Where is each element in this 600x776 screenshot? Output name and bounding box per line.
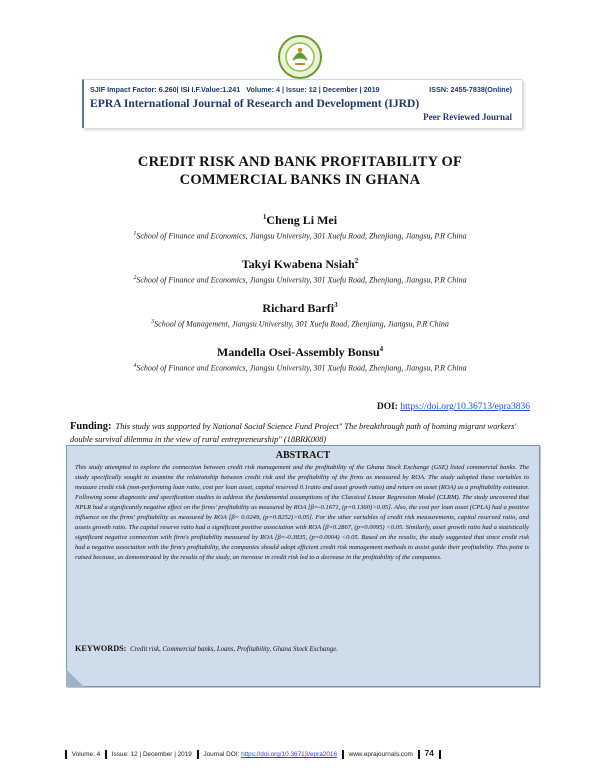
author-2-sup: 2 [354, 257, 359, 265]
keywords-text: Credit risk, Commercial banks, Loans, Profitability, Ghana Stock Exchange. [130, 646, 338, 653]
footer-doi-label: Journal DOI: [203, 751, 240, 758]
issn: ISSN: 2455-7838(Online) [429, 85, 512, 94]
affiliation-2-text: School of Finance and Economics, Jiangsu University, 301 Xuefu Road, Zhenjiang, Jiangsu, P.R China [136, 275, 467, 285]
impact-factor: SJIF Impact Factor: 6.260| ISI I.F.Value:1.241 [90, 85, 241, 94]
footer-divider [65, 750, 67, 759]
affiliation-1-sup: 1 [133, 231, 137, 237]
author-3-name: Richard Barfi [262, 301, 335, 315]
journal-logo-icon [277, 34, 323, 80]
affiliation-4-sup: 4 [133, 363, 137, 369]
affiliation-2-sup: 2 [133, 275, 137, 281]
footer-issue: Issue: 12 [111, 751, 138, 758]
footer-date: December | 2019 [142, 751, 192, 758]
keywords-label: KEYWORDS: [75, 644, 127, 653]
footer-divider [197, 750, 199, 759]
footer-separator: | [139, 751, 142, 758]
keywords [75, 644, 529, 653]
author-3-sup: 3 [334, 301, 338, 309]
doi-link[interactable]: https://doi.org/10.36713/epra3836 [400, 402, 530, 412]
author-4-name: Mandella Osei-Assembly Bonsu [216, 345, 380, 359]
volume-issue: Volume: 4 | Issue: 12 | December | 2019 [246, 85, 380, 94]
affiliation-1-text: School of Finance and Economics, Jiangsu University, 301 Xuefu Road, Zhenjiang, Jiangsu, P.R China [136, 231, 467, 241]
affiliation-4-text: School of Finance and Economics, Jiangsu University, 301 Xuefu Road, Zhenjiang, Jiangsu, P.R China [136, 363, 467, 373]
paper-title [60, 153, 540, 189]
title-line-2: COMMERCIAL BANKS IN GHANA [179, 172, 421, 188]
author-1 [0, 213, 600, 228]
affiliation-4 [0, 363, 600, 373]
funding-note [70, 420, 532, 446]
affiliation-1 [0, 231, 600, 241]
footer-doi-link[interactable]: https://doi.org/10.36713/epra2016 [241, 751, 338, 758]
author-3 [0, 301, 600, 316]
author-2 [0, 257, 600, 272]
page-footer [62, 748, 538, 760]
affiliation-3-text: School of Management, Jiangsu University, 301 Xuefu Road, Zhenjiang, Jiangsu, P.R China [154, 319, 449, 329]
footer-divider [342, 750, 344, 759]
author-4 [0, 345, 600, 360]
footer-divider [105, 750, 107, 759]
masthead-meta [90, 85, 516, 94]
abstract-box [66, 445, 540, 687]
author-1-sup: 1 [262, 213, 267, 221]
journal-name: EPRA International Journal of Research and Development (IJRD) [90, 97, 420, 110]
peer-reviewed-label: Peer Reviewed Journal [423, 112, 512, 122]
abstract-heading: ABSTRACT [275, 450, 331, 461]
affiliation-3-sup: 3 [151, 319, 155, 325]
author-2-name: Takyi Kwabena Nsiah [241, 257, 355, 271]
footer-divider [439, 750, 441, 759]
affiliation-3 [0, 319, 600, 329]
footer-website: www.eprajournals.com [348, 751, 413, 758]
funding-text: This study was supported by National Social Science Fund Project" The breakthrough path of homing migrant workers' double survival dilemma in the view of rural entrepreneurship" (18BRK008) [70, 422, 517, 444]
footer-volume: Volume: 4 [71, 751, 101, 758]
title-line-1: CREDIT RISK AND BANK PROFITABILITY OF [137, 154, 463, 170]
doi-label: DOI: [376, 402, 398, 412]
article-doi [377, 402, 530, 412]
journal-masthead [82, 79, 522, 128]
funding-label: Funding: [70, 421, 112, 432]
affiliation-2 [0, 275, 600, 285]
page-fold-corner [66, 669, 84, 687]
page-number: 74 [424, 748, 434, 758]
abstract-text: This study attempted to explore the connection between credit risk management and the profitability of the Ghana Stock Exchange (GSE) listed commercial banks. The study specifically sought to examine the relationship between credit risk and the profitability of the firms as measured by ROA. The study adopted these variables to measure credit risk (non-performing loan ratio, cost per loan asset, capital reserved 0.1ratio and asset growth ratio) and return on asset (ROA) as a profitability estimator. Following some diagnostic and specification studies to address the fundamental assumptions of the Classical Linear Regression Model (CLRM). The study uncovered that NPLR had a significantly negative effect on the firms' profitability as measured by ROA [β=-0.1671, (p=0.1360)>0.05]. Also, the cost per loan asset (CPLA) had a positive influence on the firms' profitability as measured by ROA [β= 0.0249, (p=0.8252)>0.05]. For the other variables of credit risk measurements, capital reserved ratio, and assets growth ratio. The capital reserve ratio had a significant positive association with ROA [β=0.2867, (p=0.0095) <0.05. Similarly, asset growth ratio had a statistically significant negative connection with firm's profitability measured by ROA [β=-0.3835, (p=0.0004) <0.05. Based on the results, the study suggested that since credit risk had a negative association with the firm's profitability, the companies should adopt efficient credit risk management methods to assist guide their profitability. This point is raised because, as demonstrated by the results of the study, an increase in credit risk led to a decrease in the profitability of the companies. [75, 464, 529, 561]
author-1-name: Cheng Li Mei [266, 213, 338, 227]
author-4-sup: 4 [379, 345, 384, 353]
footer-divider [418, 750, 420, 759]
